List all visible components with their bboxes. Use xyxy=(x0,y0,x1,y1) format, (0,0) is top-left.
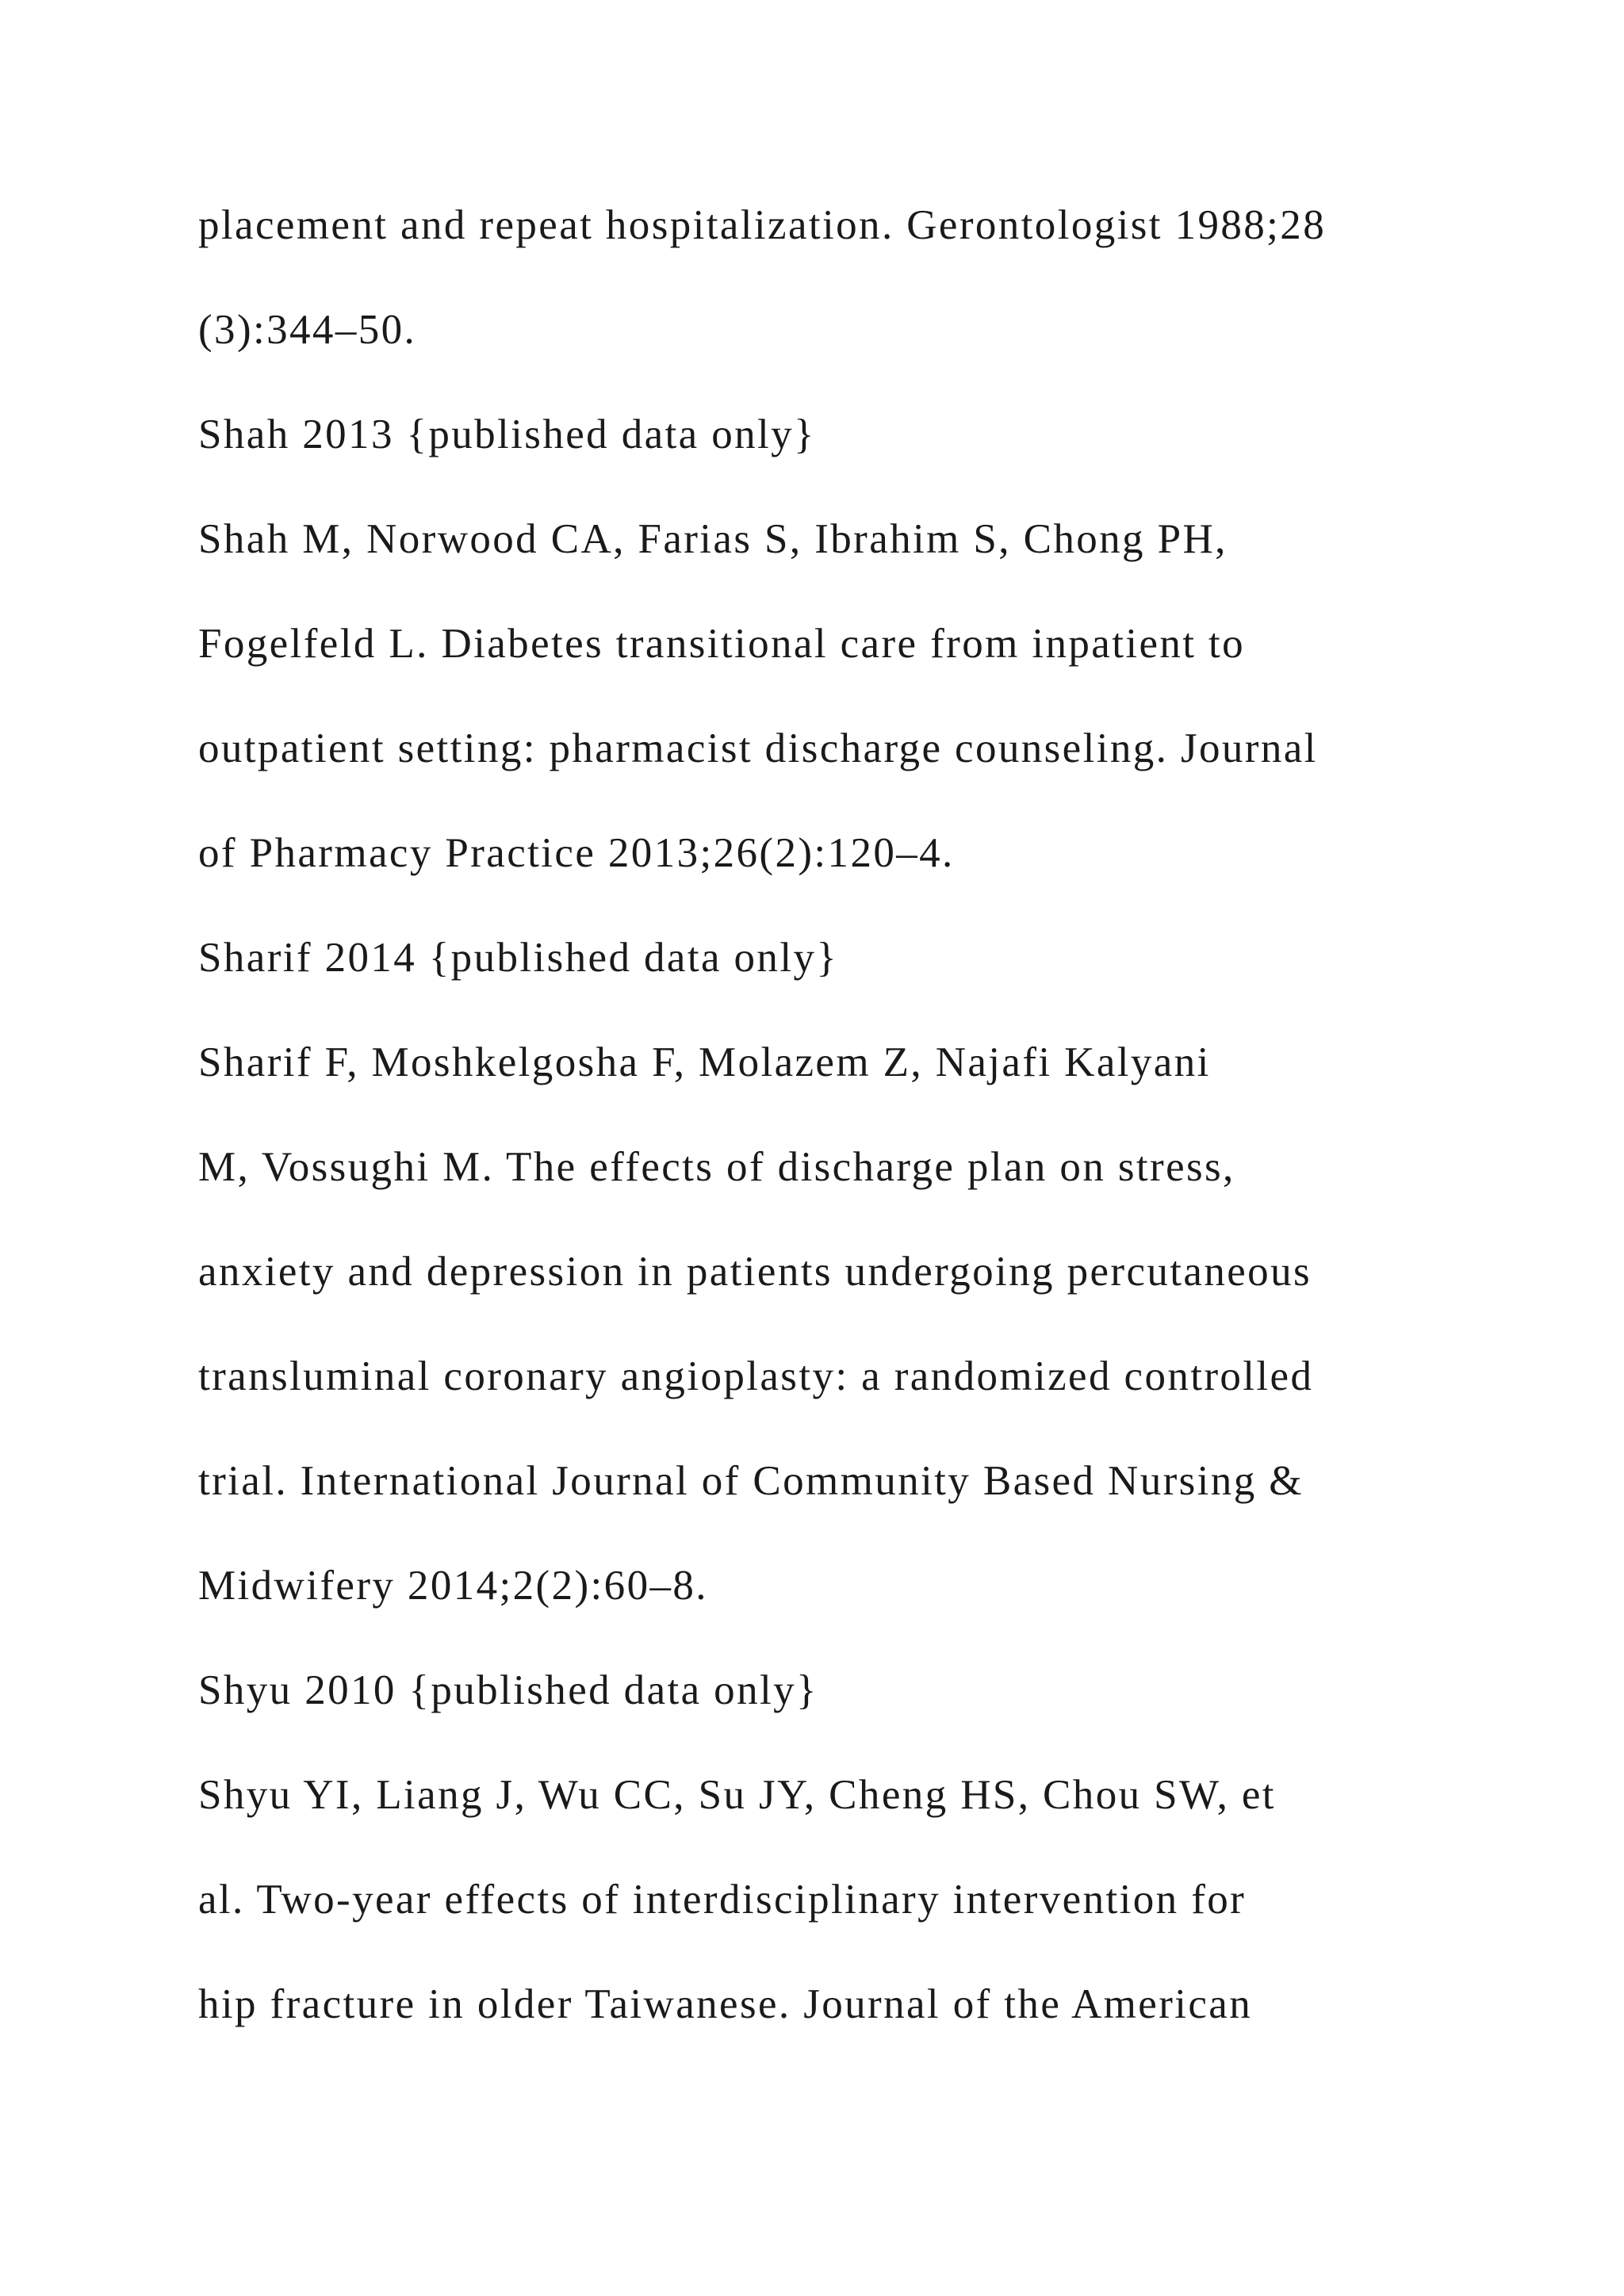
reference-text-line: outpatient setting: pharmacist discharge counseling. Journal xyxy=(198,725,1318,771)
reference-heading: Shyu 2010 {published data only} xyxy=(198,1667,818,1713)
reference-text-line: Fogelfeld L. Diabetes transitional care from inpatient to xyxy=(198,621,1246,667)
reference-text-line: anxiety and depression in patients undergoing percutaneous xyxy=(198,1249,1312,1295)
reference-text-line: of Pharmacy Practice 2013;26(2):120–4. xyxy=(198,830,955,876)
reference-text-line: placement and repeat hospitalization. Gerontologist 1988;28 xyxy=(198,202,1327,248)
reference-text-line: trial. International Journal of Community Based Nursing & xyxy=(198,1458,1304,1504)
reference-text-line: Sharif F, Moshkelgosha F, Molazem Z, Najafi Kalyani xyxy=(198,1039,1211,1085)
reference-text-line: (3):344–50. xyxy=(198,307,417,353)
reference-text-line: M, Vossughi M. The effects of discharge plan on stress, xyxy=(198,1144,1235,1190)
reference-text-line: Midwifery 2014;2(2):60–8. xyxy=(198,1563,708,1609)
reference-heading: Shah 2013 {published data only} xyxy=(198,411,816,457)
reference-text-line: transluminal coronary angioplasty: a randomized controlled xyxy=(198,1353,1314,1399)
reference-heading: Sharif 2014 {published data only} xyxy=(198,935,839,981)
reference-text-line: Shyu YI, Liang J, Wu CC, Su JY, Cheng HS, Chou SW, et xyxy=(198,1772,1276,1818)
reference-text-line: hip fracture in older Taiwanese. Journal of the American xyxy=(198,1981,1253,2027)
reference-text-line: Shah M, Norwood CA, Farias S, Ibrahim S, Chong PH, xyxy=(198,516,1228,562)
reference-text-line: al. Two-year effects of interdisciplinary intervention for xyxy=(198,1877,1247,1923)
